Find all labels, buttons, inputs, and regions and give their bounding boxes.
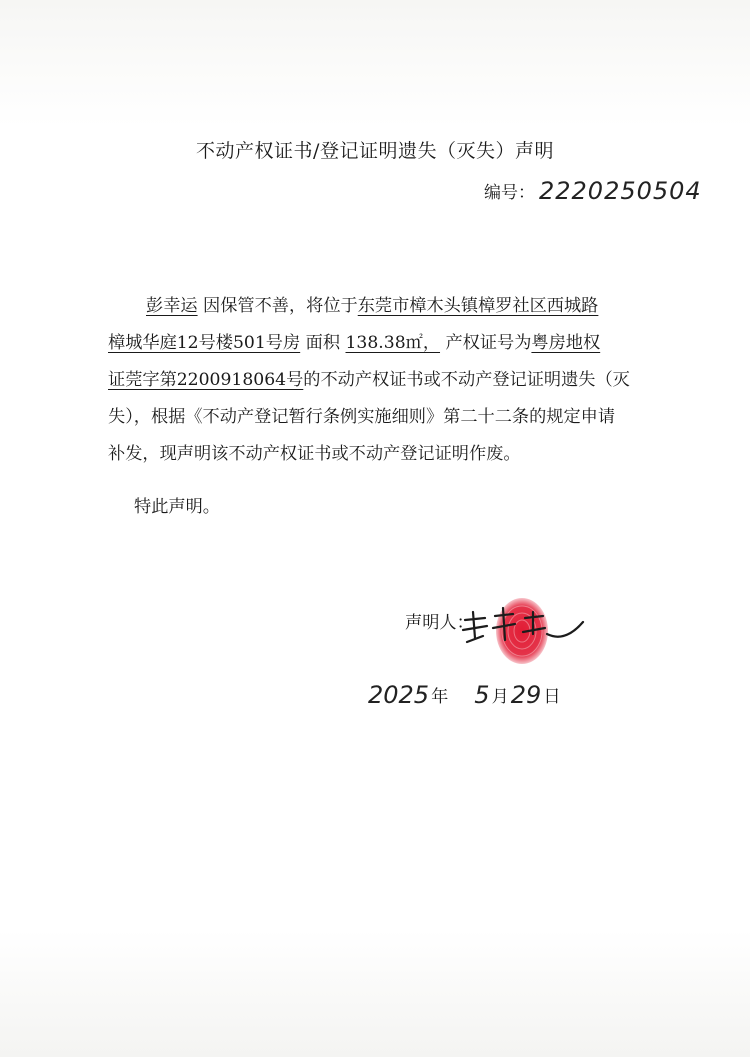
body-text-fragment: 因保管不善，将位于 [197, 296, 358, 316]
property-address-part2: 樟城华庭12号楼501号房 [108, 333, 301, 353]
property-address-part1: 东莞市樟木头镇樟罗社区西城路 [357, 296, 599, 316]
body-line-4: 失），根据《不动产登记暂行条例实施细则》第二十二条的规定申请 [108, 407, 616, 427]
body-line-5: 补发，现声明该不动产权证书或不动产登记证明作废。 [108, 444, 521, 464]
date-year-handwritten: 2025 [368, 681, 430, 709]
area-value: 138.38㎡， [345, 333, 441, 353]
certificate-label: 产权证号为 [440, 333, 532, 353]
body-line-3 [108, 362, 642, 399]
declaration-date [368, 682, 561, 707]
date-month-handwritten: 5 [474, 681, 490, 709]
serial-number [484, 178, 702, 203]
date-year-label: 年 [431, 687, 449, 707]
area-label: 面积 [300, 333, 346, 353]
body-line-1 [108, 288, 642, 325]
serial-label: 编号： [484, 183, 535, 203]
declarant-label: 声明人： [405, 613, 474, 633]
signature-with-fingerprint-icon [455, 590, 585, 670]
document-title: 不动产权证书/登记证明遗失（灭失）声明 [196, 140, 554, 162]
serial-value-handwritten: 2220250504 [539, 177, 702, 205]
body-line-2 [108, 325, 642, 362]
closing-statement: 特此声明。 [134, 497, 220, 517]
date-month-label: 月 [491, 687, 509, 707]
declaration-body [108, 288, 642, 473]
certificate-number-part1: 粤房地权 [531, 333, 601, 353]
owner-name: 彭幸运 [146, 296, 198, 316]
date-day-label: 日 [543, 687, 561, 707]
certificate-number-part2: 证莞字第2200918064号 [108, 370, 304, 390]
date-day-handwritten: 29 [510, 681, 542, 709]
body-text-fragment: 的不动产权证书或不动产登记证明遗失（灭 [303, 370, 630, 390]
